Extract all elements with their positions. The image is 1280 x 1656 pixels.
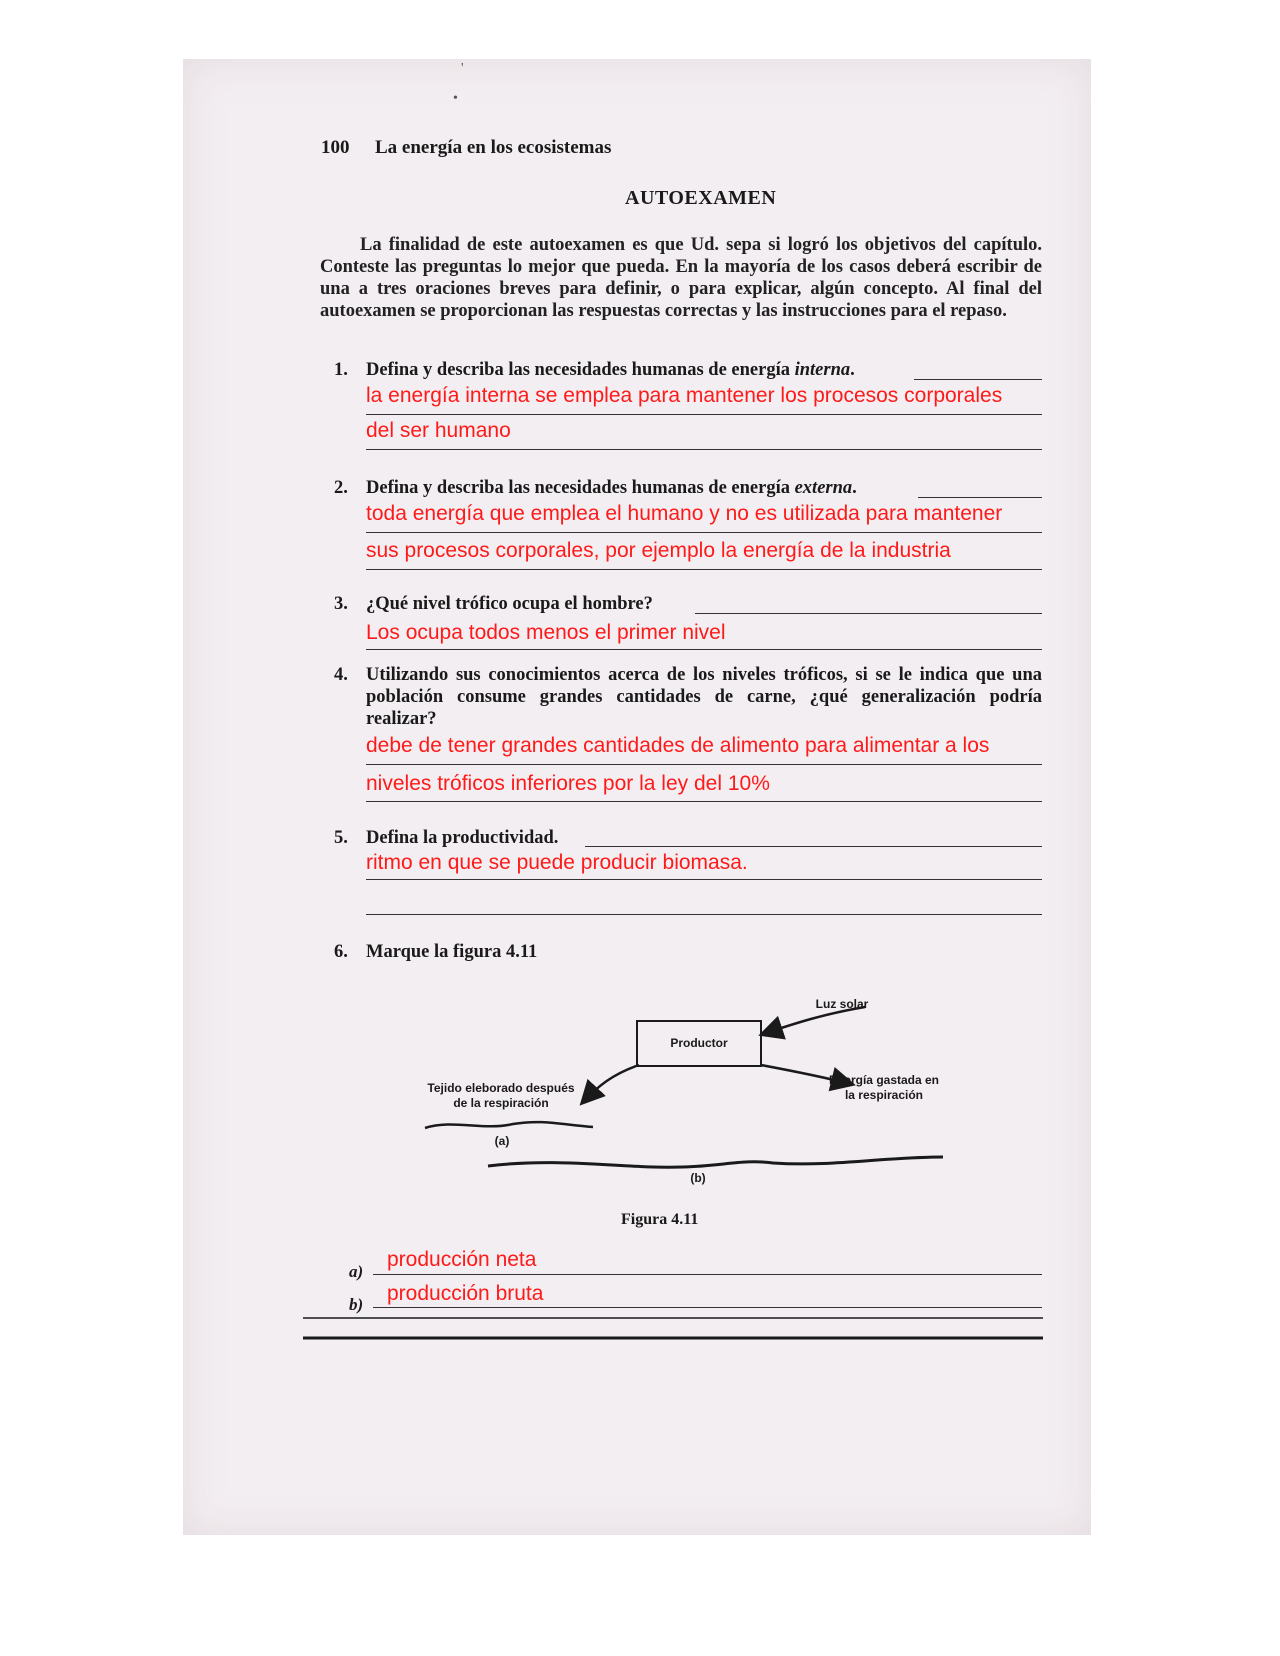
handwritten-answer-6a: producción neta	[387, 1248, 537, 1271]
question-text: Utilizando sus conocimientos acerca de los niveles tróficos, si se le indica que una población consume grandes cantidades de carne, ¿qué generalización podría realizar?	[366, 665, 1042, 729]
answer-line	[373, 1307, 1042, 1308]
handwritten-answer-6b: producción bruta	[387, 1282, 544, 1305]
label-respiration: Energía gastada en la respiración	[828, 1073, 940, 1102]
brace-b	[488, 1157, 943, 1167]
label-tissue: Tejido eleborado después de la respiración	[427, 1081, 575, 1110]
intro-paragraph: La finalidad de este autoexamen es que Ud. sepa si logró los objetivos del capítulo. Conteste las preguntas lo mejor que pueda. En la mayoría de los casos deberá escribir de una a tres oraciones breves para definir, o para explicar, algún concepto. Al final del autoexamen se proporcionan las respuestas correctas y las instrucciones para el repaso.	[320, 235, 1042, 321]
question-text: Defina y describa las necesidades humanas de energía	[366, 478, 795, 498]
label-a: (a)	[494, 1134, 510, 1148]
tissue-arrow	[583, 1065, 639, 1102]
book-page	[183, 59, 1091, 1535]
stray-mark: •	[453, 91, 458, 106]
question-emphasis: interna	[794, 360, 851, 380]
chapter-title: La energía en los ecosistemas	[375, 137, 612, 158]
label-b: (b)	[690, 1171, 706, 1185]
question-number: 1.	[334, 360, 348, 380]
question-punct: .	[850, 360, 855, 380]
figure-caption: Figura 4.11	[621, 1211, 699, 1228]
handwritten-answer-4b: niveles tróficos inferiores por la ley del 10%	[366, 772, 770, 795]
label-producer: Productor	[670, 1036, 728, 1050]
question-number: 5.	[334, 828, 348, 848]
question-number: 4.	[334, 665, 348, 685]
question-text: Marque la figura 4.11	[366, 942, 538, 962]
handwritten-answer-4a: debe de tener grandes cantidades de alimento para alimentar a los	[366, 734, 990, 757]
question-number: 6.	[334, 942, 348, 962]
question-text: ¿Qué nivel trófico ocupa el hombre?	[366, 594, 653, 614]
question-punct: .	[852, 478, 857, 498]
brace-a	[425, 1122, 593, 1128]
stray-mark: '	[461, 61, 464, 76]
answer-label-a: a)	[349, 1262, 364, 1281]
handwritten-answer-5: ritmo en que se puede producir biomasa.	[366, 851, 748, 874]
answer-line	[373, 1274, 1042, 1275]
question-emphasis: externa	[794, 478, 853, 498]
handwritten-answer-2a: toda energía que emplea el humano y no es utilizada para mantener	[366, 502, 1003, 525]
question-number: 2.	[334, 478, 348, 498]
handwritten-answer-2b: sus procesos corporales, por ejemplo la energía de la industria	[366, 539, 951, 562]
section-title: AUTOEXAMEN	[625, 187, 777, 209]
question-number: 3.	[334, 594, 348, 614]
question-text: Defina la productividad.	[366, 828, 559, 848]
handwritten-answer-1b: del ser humano	[366, 419, 511, 442]
question-text: Defina y describa las necesidades humanas de energía	[366, 360, 795, 380]
handwritten-answer-1a: la energía interna se emplea para mantener los procesos corporales	[366, 384, 1003, 407]
figure-diagram	[183, 59, 1091, 1535]
handwritten-answer-3: Los ocupa todos menos el primer nivel	[366, 621, 726, 644]
answer-label-b: b)	[349, 1295, 364, 1314]
label-sunlight: Luz solar	[815, 997, 869, 1011]
page-number: 100	[321, 137, 350, 158]
